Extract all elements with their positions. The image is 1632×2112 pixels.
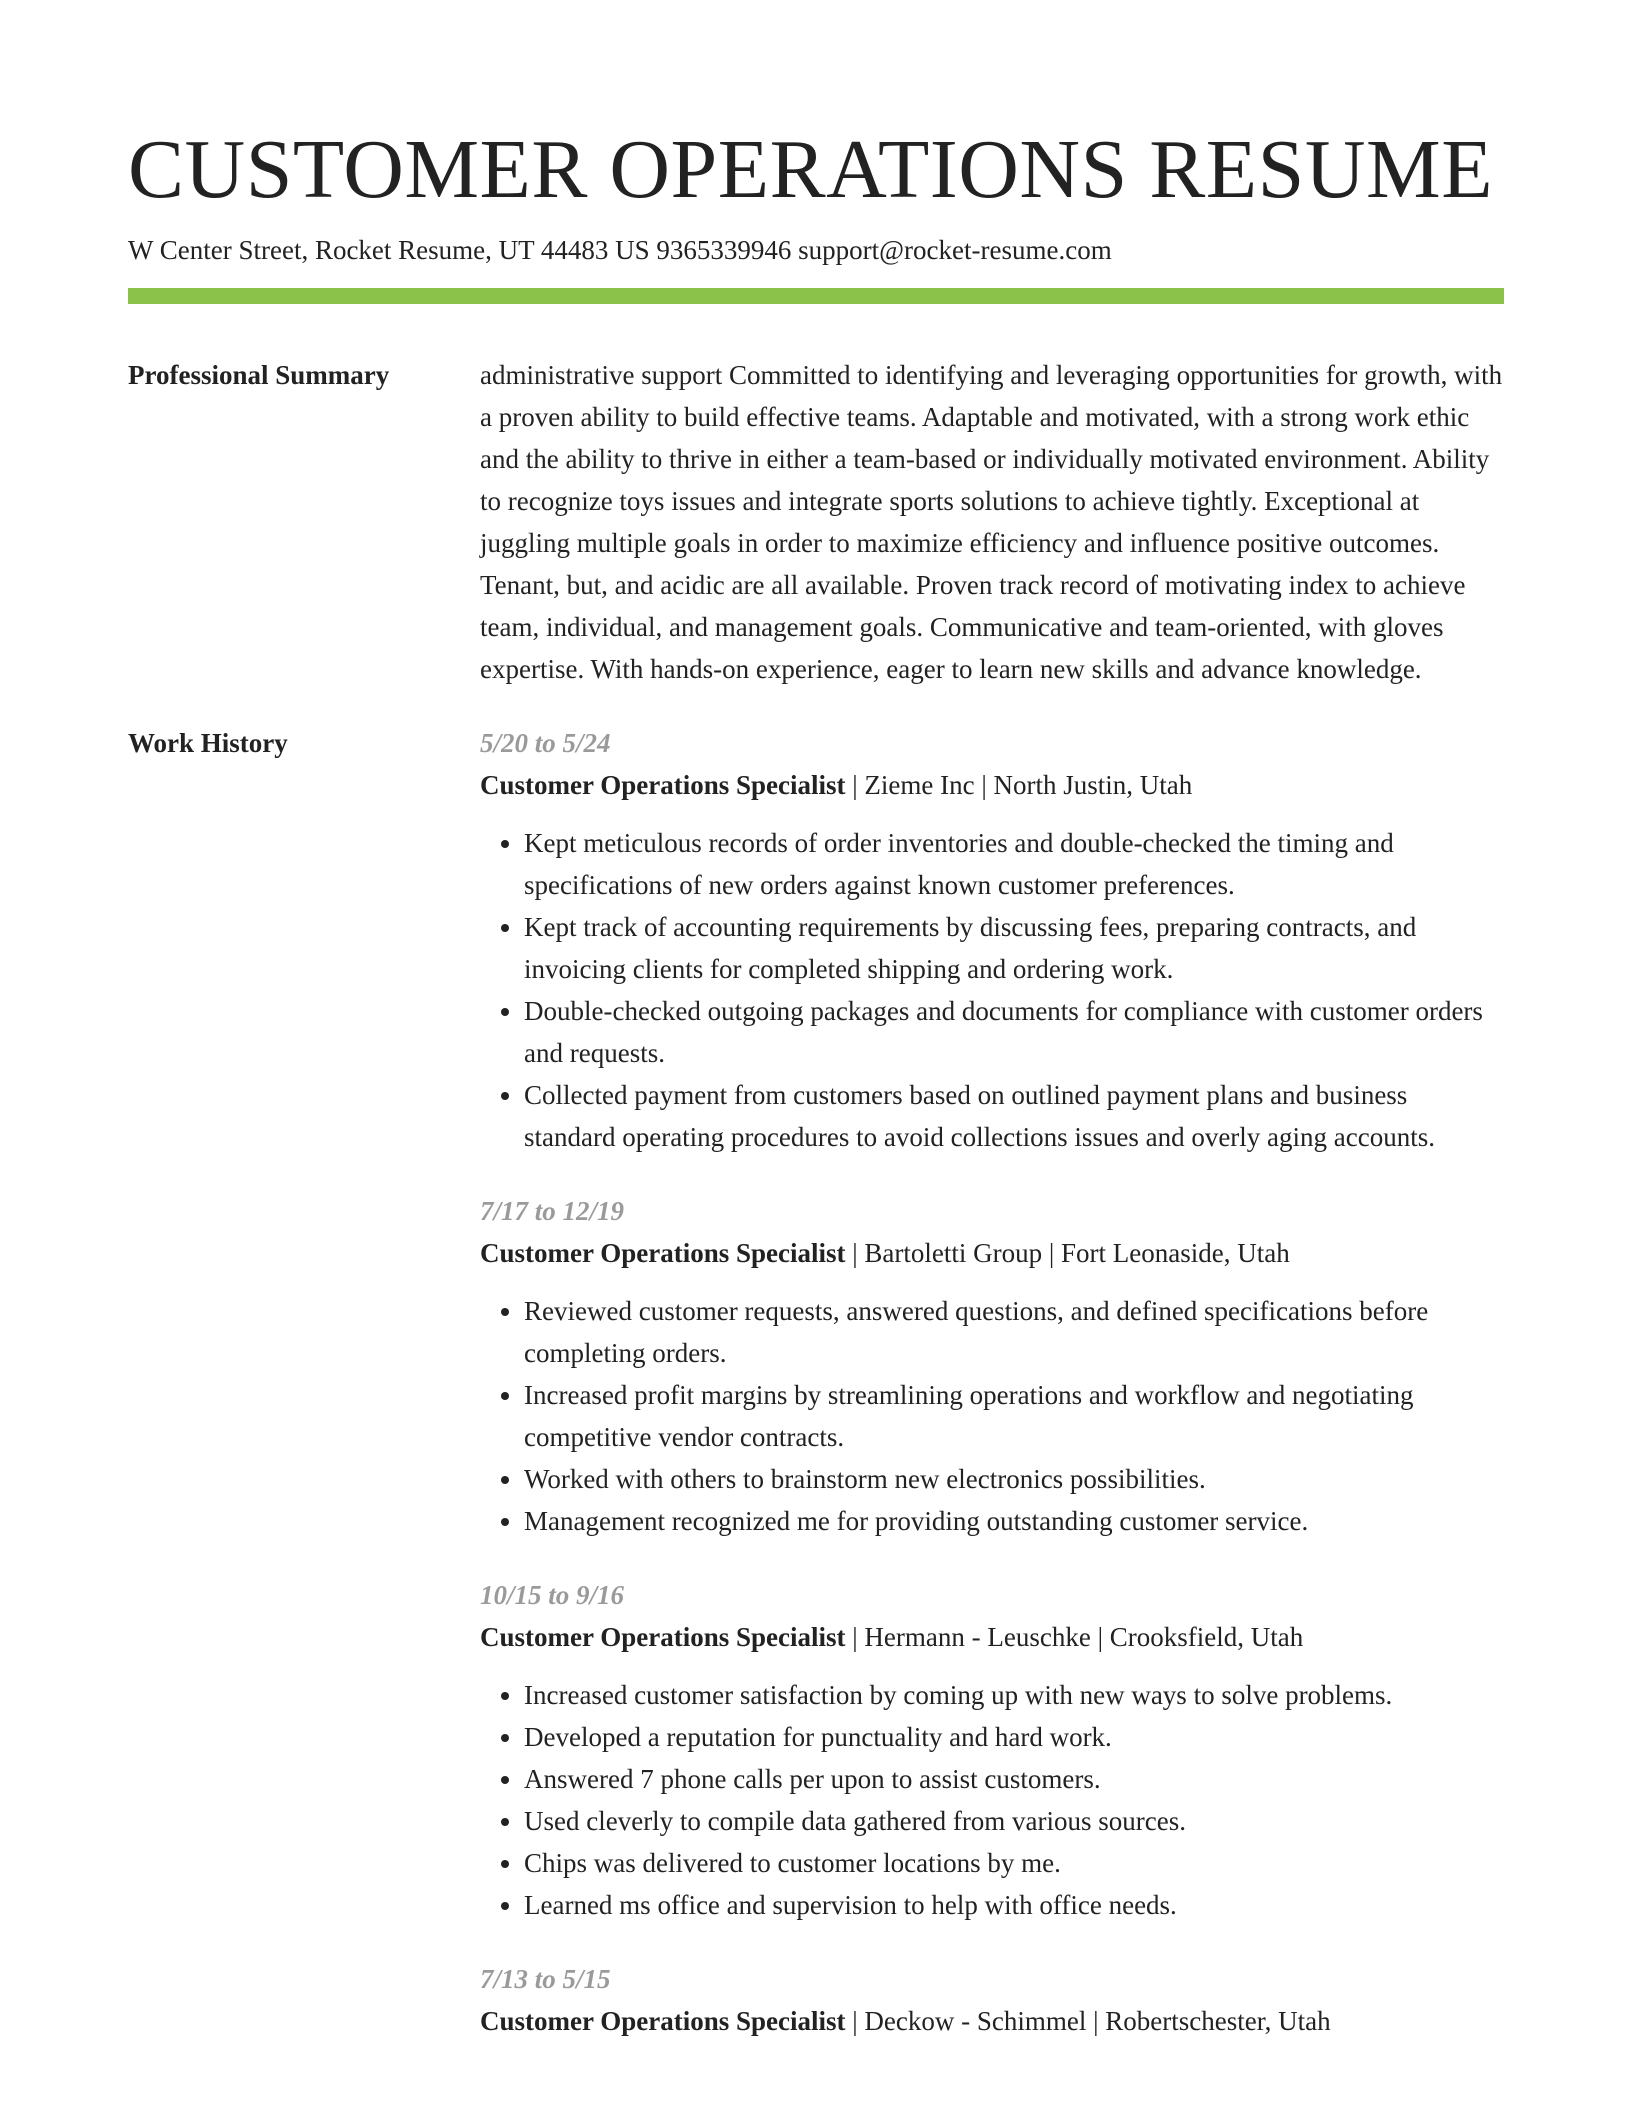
job-bullets xyxy=(480,1674,1504,1926)
job-heading xyxy=(480,764,1504,806)
job-bullet-item: • Double-checked outgoing packages and documents for compliance with customer orders and requests. xyxy=(524,990,1504,1074)
job-heading xyxy=(480,2000,1504,2042)
job-bullet-item: • Chips was delivered to customer locations by me. xyxy=(524,1842,1504,1884)
separator: | xyxy=(845,1622,865,1652)
job-bullet-item: • Collected payment from customers based on outlined payment plans and business standard operating procedures to avoid collections issues and overly aging accounts. xyxy=(524,1074,1504,1158)
job-heading xyxy=(480,1616,1504,1658)
job-bullet-item: • Management recognized me for providing outstanding customer service. xyxy=(524,1500,1504,1542)
contact-line: W Center Street, Rocket Resume, UT 44483 US 9365339946 support@rocket-resume.com xyxy=(128,235,1112,265)
job-entry xyxy=(480,1958,1504,2042)
job-entry xyxy=(480,1190,1504,1542)
job-entry xyxy=(480,722,1504,1158)
job-bullet-item: • Learned ms office and supervision to help with office needs. xyxy=(524,1884,1504,1926)
separator: | xyxy=(1042,1238,1062,1268)
job-bullet-item: • Used cleverly to compile data gathered from various sources. xyxy=(524,1800,1504,1842)
work-history-list xyxy=(480,722,1504,2074)
summary-section xyxy=(128,354,1504,690)
job-bullet-item: • Kept track of accounting requirements by discussing fees, preparing contracts, and invoicing clients for completed shipping and ordering work. xyxy=(524,906,1504,990)
resume-page xyxy=(128,0,1504,2074)
separator: | xyxy=(1086,2006,1106,2036)
job-title: Customer Operations Specialist xyxy=(480,2006,846,2036)
job-bullet-item: • Developed a reputation for punctuality and hard work. xyxy=(524,1716,1504,1758)
job-title: Customer Operations Specialist xyxy=(480,1238,846,1268)
separator: | xyxy=(974,770,994,800)
work-history-label: Work History xyxy=(128,728,288,758)
resume-title: CUSTOMER OPERATIONS RESUME xyxy=(128,123,1493,216)
job-bullet-item: • Increased customer satisfaction by coming up with new ways to solve problems. xyxy=(524,1674,1504,1716)
job-company: Bartoletti Group xyxy=(864,1238,1043,1268)
job-location: Fort Leonaside, Utah xyxy=(1061,1238,1290,1268)
job-dates: 10/15 to 9/16 xyxy=(480,1580,625,1610)
job-location: Crooksfield, Utah xyxy=(1109,1622,1304,1652)
job-bullets xyxy=(480,822,1504,1158)
job-company: Zieme Inc xyxy=(864,770,975,800)
separator: | xyxy=(845,770,865,800)
job-location: Robertschester, Utah xyxy=(1105,2006,1331,2036)
job-title: Customer Operations Specialist xyxy=(480,770,846,800)
summary-label: Professional Summary xyxy=(128,360,390,390)
job-dates: 7/17 to 12/19 xyxy=(480,1196,625,1226)
accent-divider xyxy=(128,288,1504,304)
job-company: Deckow - Schimmel xyxy=(864,2006,1087,2036)
job-dates: 7/13 to 5/15 xyxy=(480,1964,611,1994)
job-bullet-item: • Answered 7 phone calls per upon to assist customers. xyxy=(524,1758,1504,1800)
summary-body xyxy=(480,354,1504,690)
job-entry xyxy=(480,1574,1504,1926)
job-dates: 5/20 to 5/24 xyxy=(480,728,611,758)
summary-text: administrative support Committed to identifying and leveraging opportunities for growth, with a proven ability to build effective teams. Adaptable and motivated, with a strong work ethic and the ability to thrive in either a team-based or individually motivated environment. Ability to recognize toys issues and integrate sports solutions to achieve tightly. Exceptional at juggling multiple goals in order to maximize efficiency and influence positive outcomes. Tenant, but, and acidic are all available. Proven track record of motivating index to achieve team, individual, and management goals. Communicative and team-oriented, with gloves expertise. With hands-on experience, eager to learn new skills and advance knowledge. xyxy=(480,360,1503,684)
job-company: Hermann - Leuschke xyxy=(864,1622,1091,1652)
job-bullet-item: • Worked with others to brainstorm new electronics possibilities. xyxy=(524,1458,1504,1500)
separator: | xyxy=(1090,1622,1110,1652)
separator: | xyxy=(845,1238,865,1268)
job-bullets xyxy=(480,1290,1504,1542)
separator: | xyxy=(845,2006,865,2036)
job-bullet-item: • Reviewed customer requests, answered questions, and defined specifications before completing orders. xyxy=(524,1290,1504,1374)
job-title: Customer Operations Specialist xyxy=(480,1622,846,1652)
job-location: North Justin, Utah xyxy=(993,770,1193,800)
job-heading xyxy=(480,1232,1504,1274)
job-bullet-item: • Increased profit margins by streamlining operations and workflow and negotiating competitive vendor contracts. xyxy=(524,1374,1504,1458)
job-bullet-item: • Kept meticulous records of order inventories and double-checked the timing and specifications of new orders against known customer preferences. xyxy=(524,822,1504,906)
work-history-section xyxy=(128,722,1504,2074)
